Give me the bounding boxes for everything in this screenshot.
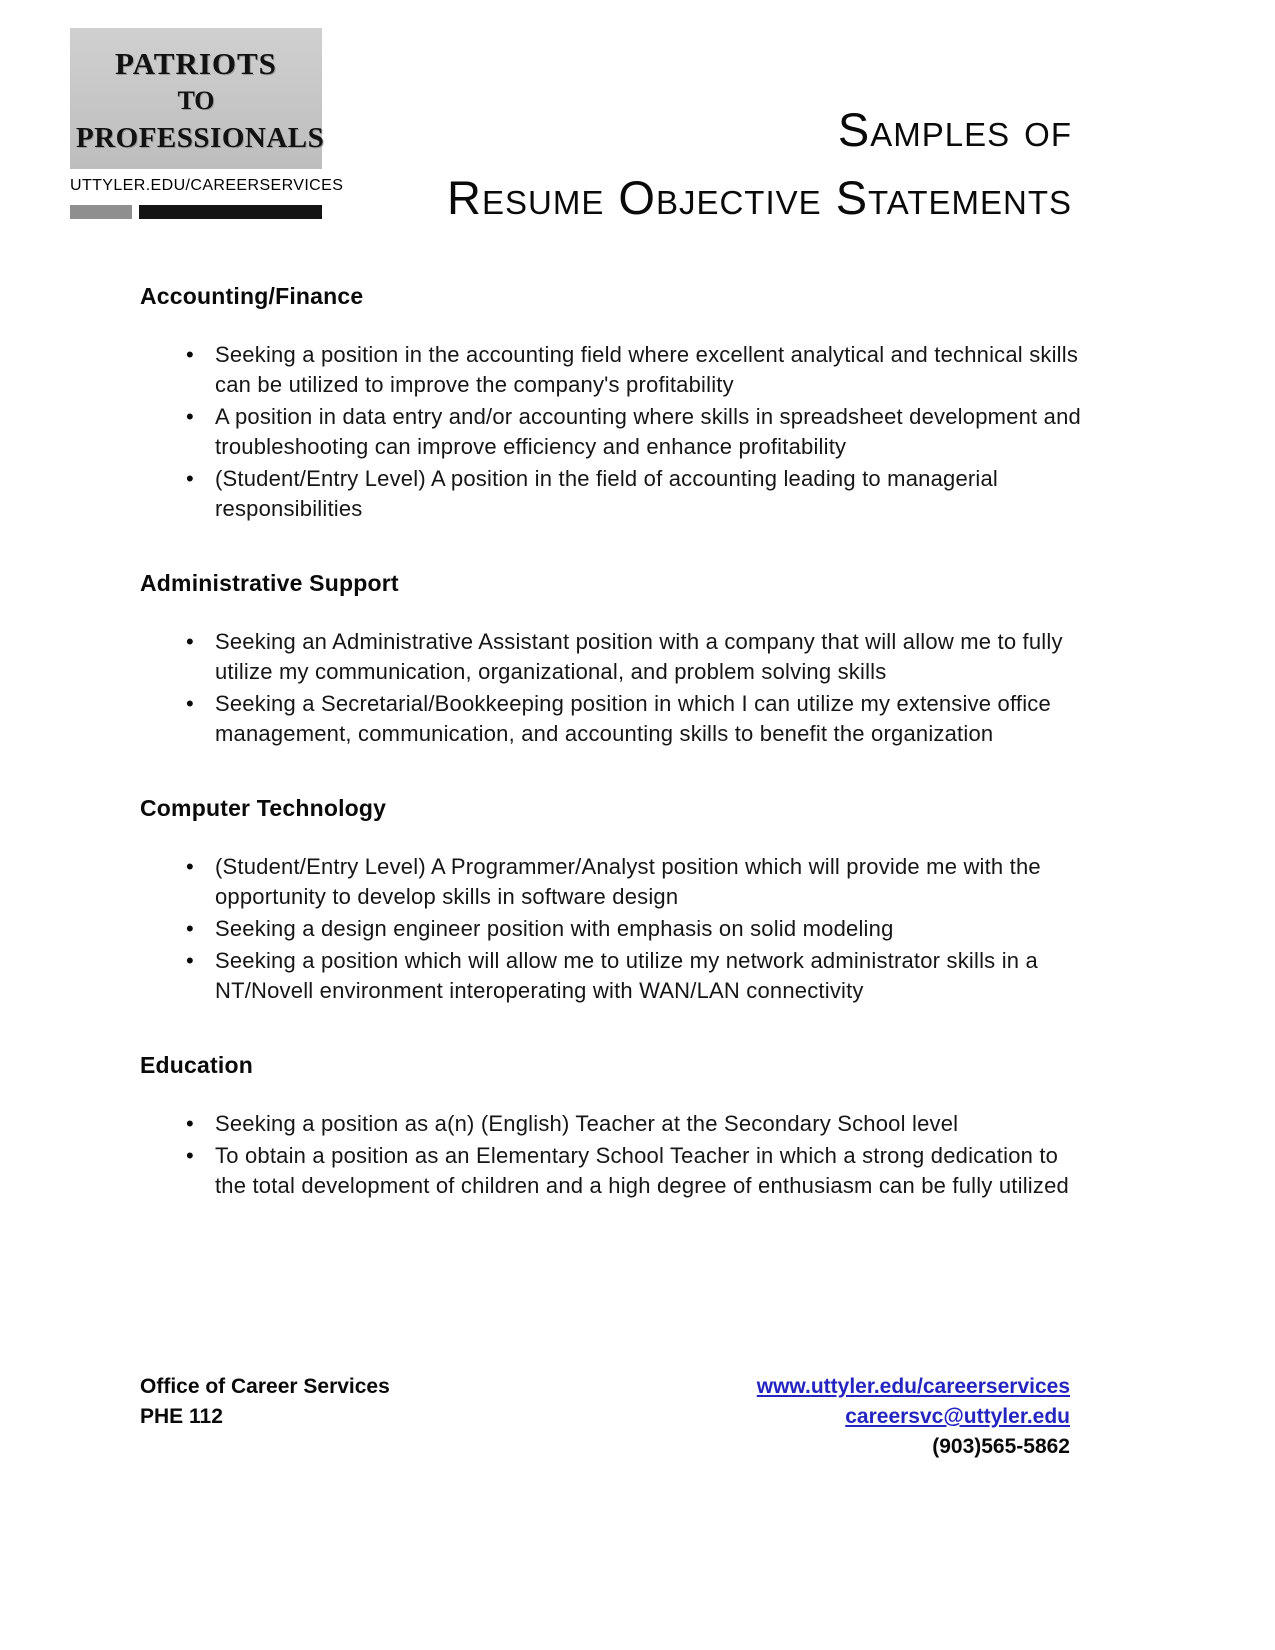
- document-body: [140, 283, 1090, 1247]
- footer-office-info: [140, 1372, 390, 1432]
- career-services-logo: [70, 28, 344, 219]
- bullet-item: • Seeking a position as a(n) (English) Teacher at the Secondary School level: [140, 1109, 1090, 1139]
- logo-text-professionals: PROFESSIONALS: [76, 122, 325, 154]
- section-administrative-support: [140, 570, 1090, 749]
- section-computer-technology: [140, 795, 1090, 1006]
- logo-divider-bars: [70, 205, 322, 219]
- bullet-item: • A position in data entry and/or accounting where skills in spreadsheet development and troubleshooting can improve efficiency and enhance profitability: [140, 402, 1090, 462]
- footer-office-name: Office of Career Services: [140, 1375, 390, 1398]
- footer-website-link[interactable]: www.uttyler.edu/careerservices: [756, 1375, 1070, 1398]
- bullet-item: • Seeking a position in the accounting field where excellent analytical and technical skills can be utilized to improve the company's profitability: [140, 340, 1090, 400]
- section-education: [140, 1052, 1090, 1201]
- bullet-list: [140, 852, 1090, 1006]
- gray-bar: [70, 205, 132, 219]
- page-title-line-2: Resume Objective Statements: [447, 171, 1072, 225]
- logo-text-patriots: PATRIOTS: [115, 46, 277, 81]
- bullet-item: • Seeking a Secretarial/Bookkeeping position in which I can utilize my extensive office management, communication, and accounting skills to benefit the organization: [140, 689, 1090, 749]
- section-heading: Administrative Support: [140, 570, 399, 596]
- logo-banner: [70, 28, 325, 169]
- page-title: [447, 96, 1072, 232]
- bullet-item: • Seeking a position which will allow me to utilize my network administrator skills in a NT/Novell environment interoperating with WAN/LAN connectivity: [140, 946, 1090, 1006]
- bullet-list: [140, 627, 1090, 749]
- black-bar: [139, 205, 322, 219]
- bullet-item: • (Student/Entry Level) A position in the field of accounting leading to managerial responsibilities: [140, 464, 1090, 524]
- section-accounting-finance: [140, 283, 1090, 524]
- page-title-line-1: Samples of: [837, 103, 1072, 156]
- bullet-list: [140, 1109, 1090, 1201]
- section-heading: Computer Technology: [140, 795, 387, 821]
- section-heading: Education: [140, 1052, 253, 1078]
- logo-text-to: TO: [177, 86, 215, 115]
- footer-phone-number: (903)565-5862: [932, 1435, 1070, 1458]
- logo-url-text: UTTYLER.EDU/CAREERSERVICES: [70, 177, 344, 194]
- footer-contact-info: [757, 1372, 1070, 1462]
- page-footer: [140, 1372, 1070, 1462]
- bullet-item: • Seeking an Administrative Assistant position with a company that will allow me to fully utilize my communication, organizational, and problem solving skills: [140, 627, 1090, 687]
- section-heading: Accounting/Finance: [140, 283, 364, 309]
- bullet-item: • To obtain a position as an Elementary School Teacher in which a strong dedication to the total development of children and a high degree of enthusiasm can be fully utilized: [140, 1141, 1090, 1201]
- footer-email-link[interactable]: careersvc@uttyler.edu: [845, 1405, 1070, 1428]
- footer-room-number: PHE 112: [140, 1405, 223, 1428]
- bullet-list: [140, 340, 1090, 524]
- bullet-item: • (Student/Entry Level) A Programmer/Analyst position which will provide me with the opportunity to develop skills in software design: [140, 852, 1090, 912]
- bullet-item: • Seeking a design engineer position with emphasis on solid modeling: [140, 914, 1090, 944]
